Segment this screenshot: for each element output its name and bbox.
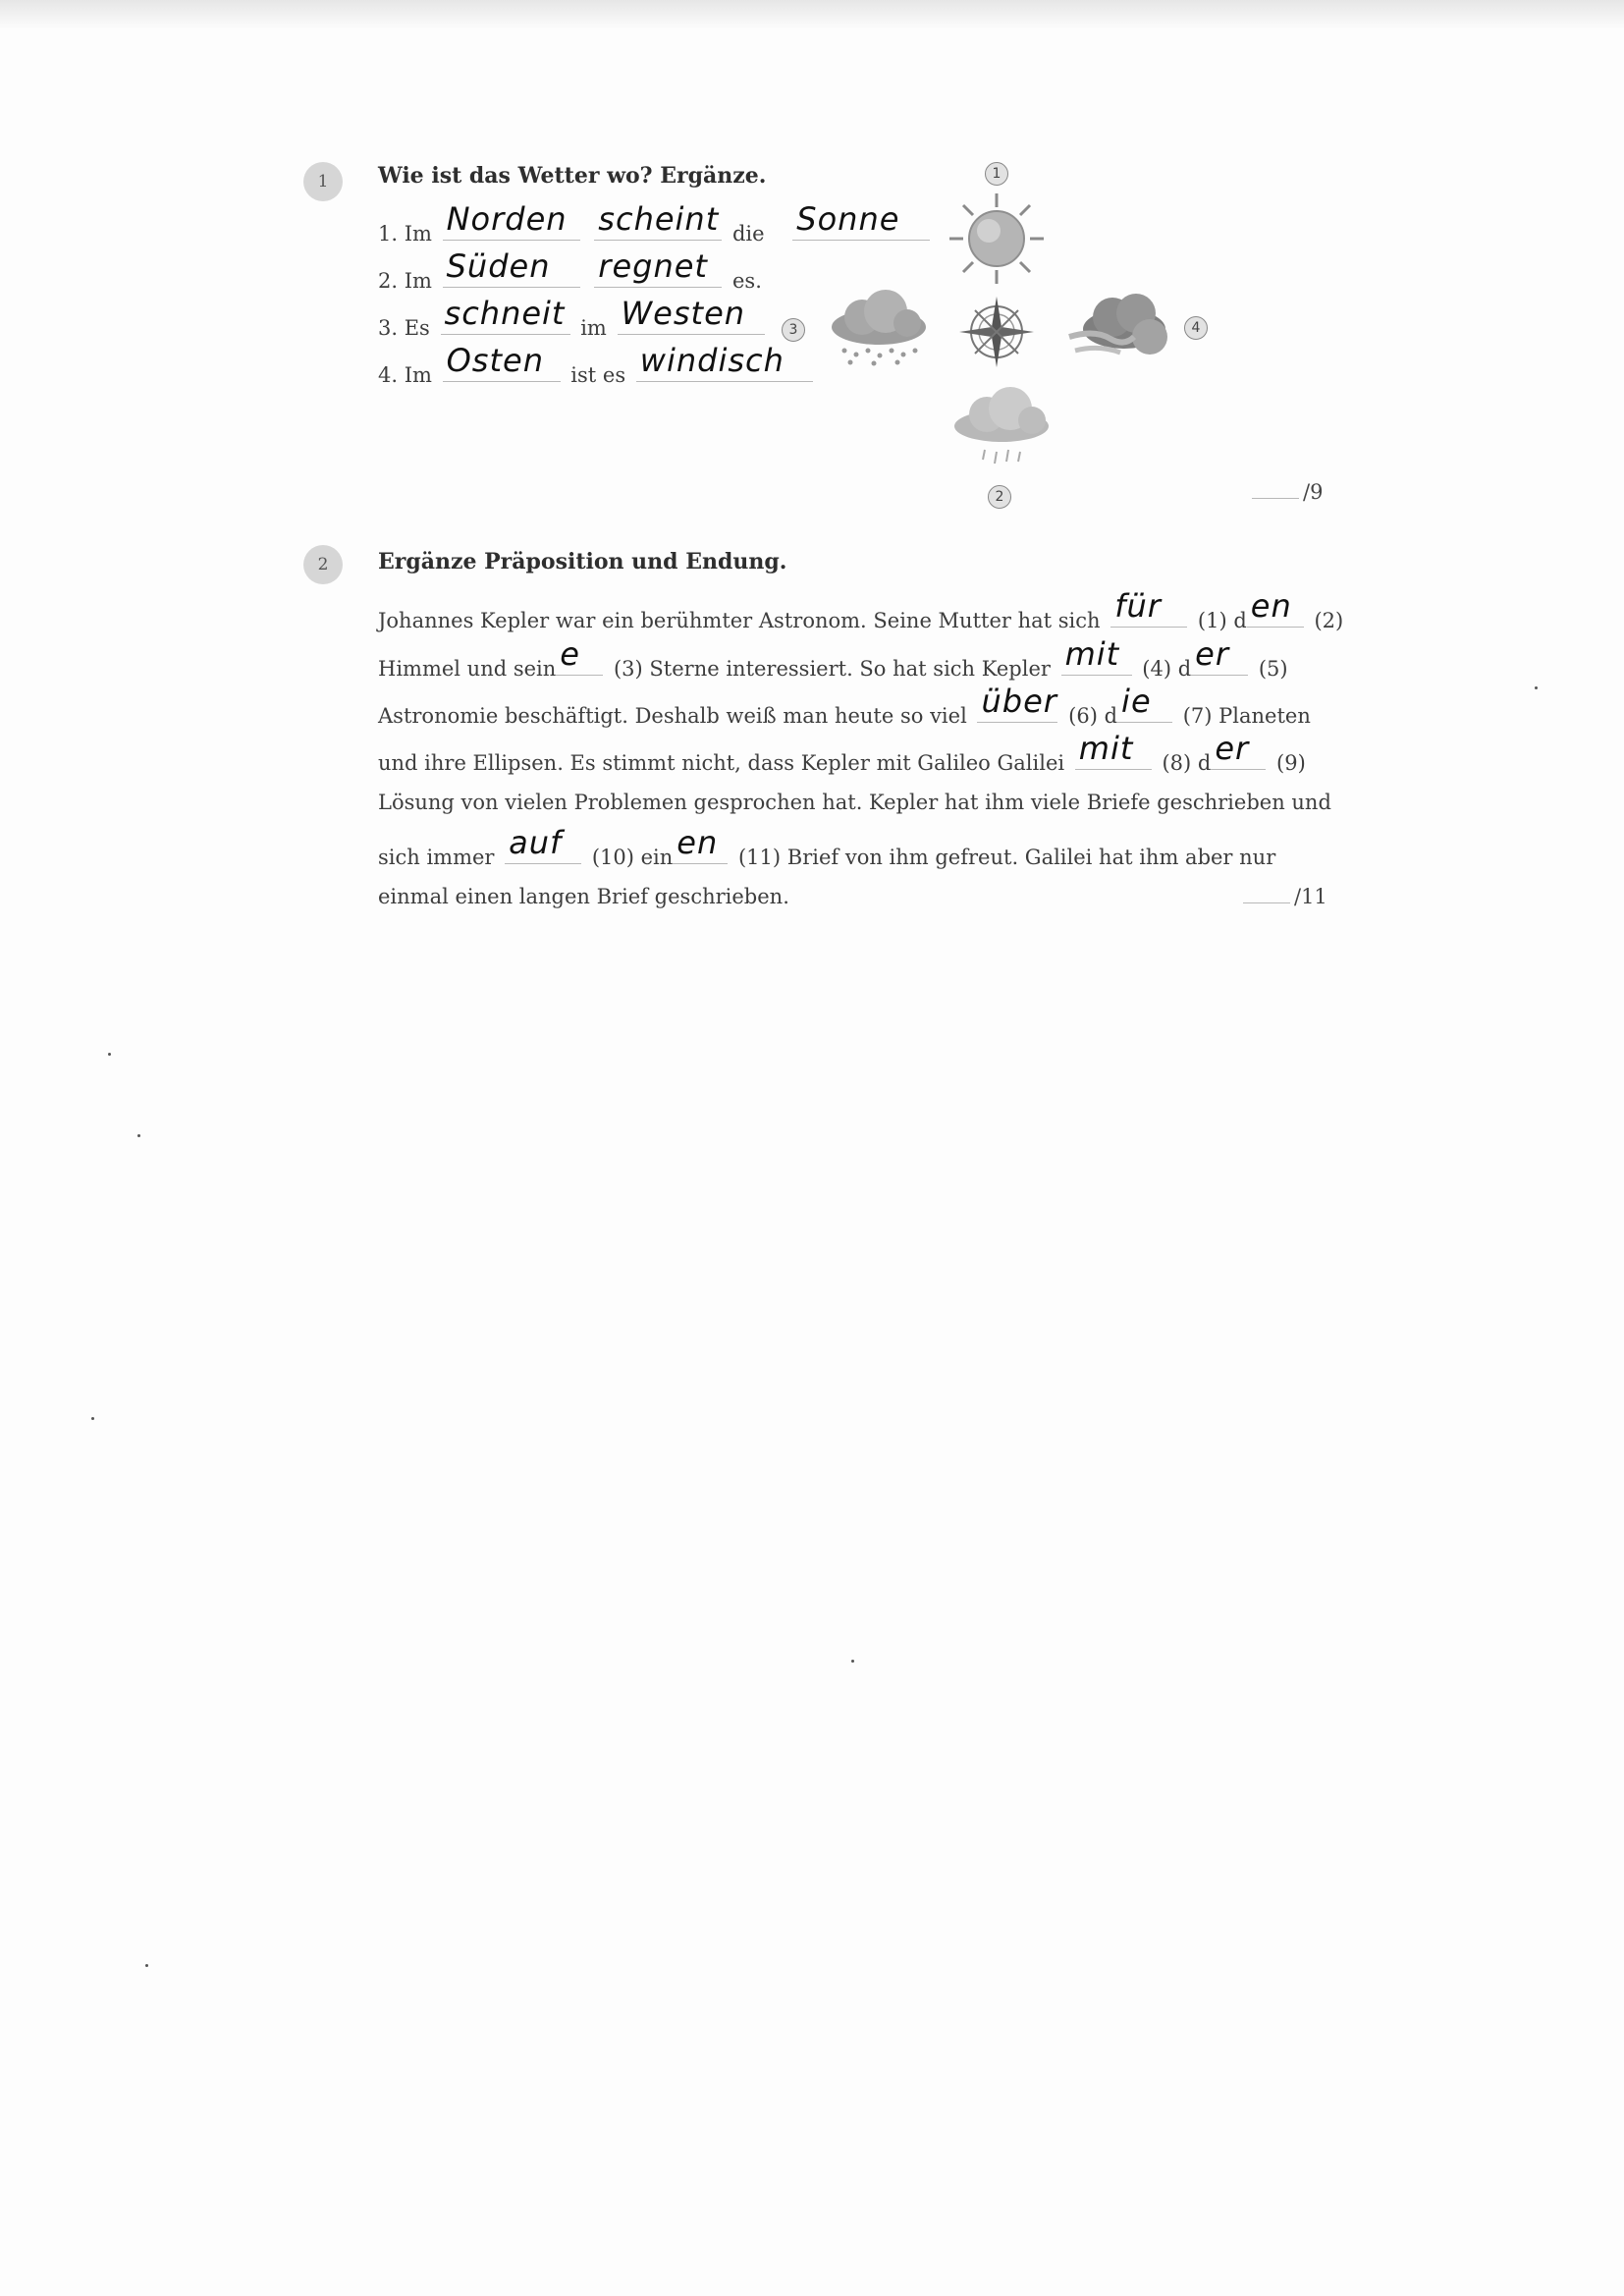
answer-field[interactable] xyxy=(443,247,580,288)
snow-cloud-icon xyxy=(825,290,933,368)
handwritten-answer: über xyxy=(981,683,1057,720)
answer-field[interactable] xyxy=(443,200,580,241)
exercise-line-4 xyxy=(378,342,817,387)
handwritten-answer: windisch xyxy=(639,342,785,379)
handwritten-answer: auf xyxy=(509,824,563,861)
exercise-line-1 xyxy=(378,200,934,246)
score-total: /9 xyxy=(1303,480,1324,504)
scan-speck xyxy=(851,1660,854,1663)
paragraph-line-1 xyxy=(378,587,1344,632)
answer-field[interactable] xyxy=(1061,635,1132,676)
line-prefix: 1. Im xyxy=(378,222,432,246)
paragraph-text: Astronomie beschäftigt. Deshalb weiß man heute so viel xyxy=(378,704,967,728)
handwritten-answer: schneit xyxy=(444,295,566,332)
answer-field[interactable] xyxy=(977,683,1057,723)
handwritten-answer: mit xyxy=(1064,635,1120,673)
paragraph-text: (3) Sterne interessiert. So hat sich Kepler xyxy=(613,657,1051,681)
handwritten-answer: er xyxy=(1195,635,1230,673)
handwritten-answer: mit xyxy=(1078,730,1134,767)
paragraph-text: Johannes Kepler war ein berühmter Astronom. Seine Mutter hat sich xyxy=(378,609,1101,632)
paragraph-line-5: Lösung von vielen Problemen gesprochen hat. Kepler hat ihm viele Briefe geschrieben und xyxy=(378,791,1331,814)
handwritten-answer: für xyxy=(1114,587,1162,625)
icon-label-1: 1 xyxy=(985,162,1008,186)
scan-speck xyxy=(1535,686,1538,689)
paragraph-line-3 xyxy=(378,683,1311,728)
answer-field[interactable] xyxy=(636,342,813,382)
answer-field[interactable] xyxy=(556,635,603,676)
paragraph-text: (5) xyxy=(1258,657,1288,681)
answer-field[interactable] xyxy=(1247,587,1304,628)
answer-field[interactable] xyxy=(1075,730,1152,770)
answer-field[interactable] xyxy=(443,342,561,382)
paragraph-text: (4) d xyxy=(1142,657,1192,681)
line-text: im xyxy=(580,316,607,340)
answer-field[interactable] xyxy=(505,824,581,864)
handwritten-answer: e xyxy=(560,635,580,673)
answer-field[interactable] xyxy=(673,824,728,864)
line-text: ist es xyxy=(570,363,626,387)
answer-field[interactable] xyxy=(594,200,722,241)
scan-speck xyxy=(91,1417,94,1420)
handwritten-answer: Norden xyxy=(446,200,568,238)
exercise-title: Wie ist das Wetter wo? Ergänze. xyxy=(378,163,767,189)
answer-field[interactable] xyxy=(1117,683,1172,723)
paragraph-line-6 xyxy=(378,824,1276,869)
handwritten-answer: Sonne xyxy=(796,200,900,238)
score-field[interactable] xyxy=(1252,480,1323,504)
answer-field[interactable] xyxy=(1110,587,1187,628)
answer-field[interactable] xyxy=(594,247,722,288)
score-total: /11 xyxy=(1294,885,1327,908)
wind-cloud-icon xyxy=(1065,290,1173,368)
score-line xyxy=(1243,902,1290,903)
paragraph-text: (7) Planeten xyxy=(1182,704,1311,728)
icon-label-2: 2 xyxy=(988,485,1011,509)
answer-field[interactable] xyxy=(1211,730,1266,770)
exercise-number: 2 xyxy=(317,555,329,574)
line-prefix: 4. Im xyxy=(378,363,432,387)
paragraph-text: (9) xyxy=(1276,751,1306,775)
handwritten-answer: er xyxy=(1215,730,1250,767)
rain-cloud-icon xyxy=(947,385,1056,473)
paragraph-text: (1) d xyxy=(1197,609,1247,632)
answer-field[interactable] xyxy=(618,295,765,335)
icon-label-3: 3 xyxy=(782,318,805,342)
sun-icon xyxy=(947,191,1046,286)
scan-speck xyxy=(145,1964,148,1967)
exercise-number: 1 xyxy=(317,172,329,191)
scan-speck xyxy=(137,1134,140,1137)
scan-top-shadow xyxy=(0,0,1624,29)
exercise-line-2 xyxy=(378,247,762,293)
handwritten-answer: Westen xyxy=(621,295,746,332)
answer-field[interactable] xyxy=(1191,635,1248,676)
exercise-line-3 xyxy=(378,295,769,340)
paragraph-text: sich immer xyxy=(378,846,495,869)
answer-field[interactable] xyxy=(441,295,570,335)
line-prefix: 2. Im xyxy=(378,269,432,293)
paragraph-line-7: einmal einen langen Brief geschrieben. xyxy=(378,885,789,908)
line-text: es. xyxy=(731,269,762,293)
handwritten-answer: Süden xyxy=(446,247,551,285)
paragraph-text: (11) Brief von ihm gefreut. Galilei hat ihm aber nur xyxy=(737,846,1276,869)
paragraph-text: und ihre Ellipsen. Es stimmt nicht, dass Kepler mit Galileo Galilei xyxy=(378,751,1065,775)
paragraph-text: (10) ein xyxy=(591,846,674,869)
compass-icon xyxy=(957,295,1036,369)
line-prefix: 3. Es xyxy=(378,316,430,340)
handwritten-answer: en xyxy=(1250,587,1292,625)
exercise-number-badge xyxy=(303,545,343,584)
answer-field[interactable] xyxy=(792,200,930,241)
paragraph-line-4 xyxy=(378,730,1306,775)
paragraph-line-2 xyxy=(378,635,1288,681)
handwritten-answer: Osten xyxy=(446,342,544,379)
line-text: die xyxy=(731,222,765,246)
exercise-title: Ergänze Präposition und Endung. xyxy=(378,549,787,574)
handwritten-answer: ie xyxy=(1121,683,1152,720)
score-field[interactable] xyxy=(1243,885,1327,908)
paragraph-text: (2) xyxy=(1314,609,1344,632)
handwritten-answer: scheint xyxy=(598,200,720,238)
paragraph-text: (8) d xyxy=(1162,751,1212,775)
handwritten-answer: regnet xyxy=(598,247,708,285)
paragraph-text: Himmel und sein xyxy=(378,657,557,681)
paragraph-text: (6) d xyxy=(1068,704,1118,728)
scan-speck xyxy=(108,1053,111,1056)
exercise-number-badge xyxy=(303,162,343,201)
score-line xyxy=(1252,498,1299,499)
icon-label-4: 4 xyxy=(1184,316,1208,340)
handwritten-answer: en xyxy=(677,824,719,861)
